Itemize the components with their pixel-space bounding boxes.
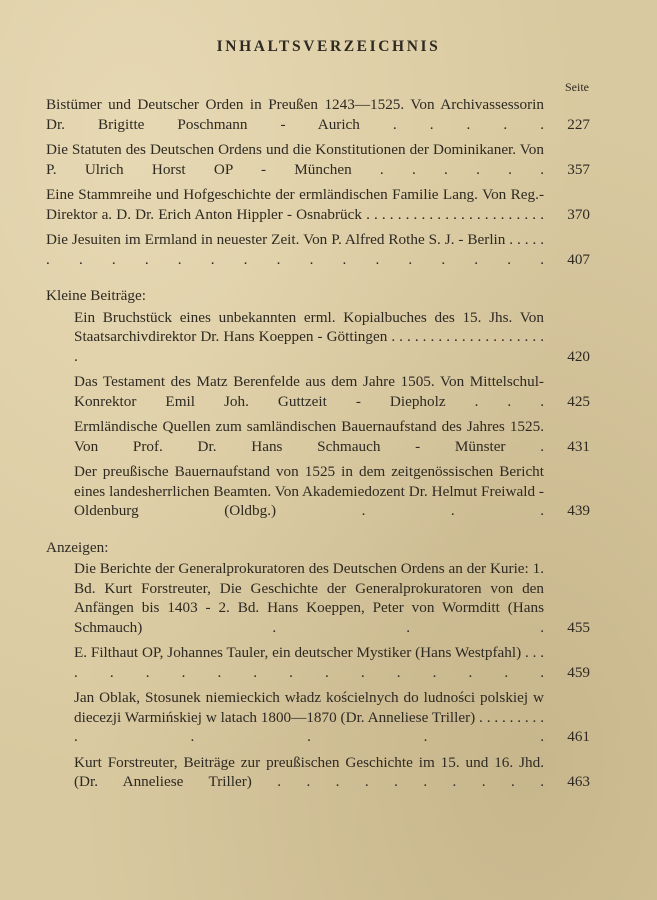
toc-entry <box>46 643 590 682</box>
toc-entry-text: E. Filthaut OP, Johannes Tauler, ein deutscher Mystiker (Hans Westpfahl) . . . . . . . . . . . . . . . . . <box>74 644 544 681</box>
section-heading-kleine-beitraege: Kleine Beiträge: <box>46 287 146 304</box>
toc-entry-text: Jan Oblak, Stosunek niemieckich władz kościelnych do ludności polskiej w diecezji Warmińskiej w latach 1800—1870 (Dr. Anneliese Triller) . . . . . . . . . . . . . . <box>74 689 544 745</box>
toc-entry-page: 439 <box>567 502 590 519</box>
page-column-label: Seite <box>565 80 589 94</box>
toc-entry-page: 227 <box>567 115 590 133</box>
toc-entry <box>46 559 590 637</box>
toc-entry-text: Die Jesuiten im Ermland in neuester Zeit. Von P. Alfred Rothe S. J. - Berlin . . . . . . . . . . . . . . . . . . . . . <box>46 231 544 268</box>
toc-entry <box>46 372 590 411</box>
toc-entry-text: Die Statuten des Deutschen Ordens und die Konstitutionen der Dominikaner. Von P. Ulrich Horst OP - München . . . . . . <box>46 141 544 178</box>
toc-entry-page: 431 <box>567 437 590 455</box>
toc-entry <box>46 308 590 367</box>
toc-entry <box>46 95 590 134</box>
toc-entry-text: Die Berichte der Generalprokuratoren des Deutschen Ordens an der Kurie: 1. Bd. Kurt Forstreuter, Die Geschichte der Generalprokuratoren von den Anfängen bis 1403 - 2. Bd. Hans Koeppen, Peter von Wormditt (Hans Schmauch) . . . <box>74 560 544 636</box>
toc-entry-text: Kurt Forstreuter, Beiträge zur preußischen Geschichte im 15. und 16. Jhd. (Dr. Anneliese Triller) . . . . . . . . . . <box>74 753 544 790</box>
toc-entry-page: 370 <box>567 205 590 223</box>
toc-entry-text: Ermländische Quellen zum samländischen Bauernaufstand des Jahres 1525. Von Prof. Dr. Hans Schmauch - Münster . <box>74 418 544 455</box>
section-heading-anzeigen: Anzeigen: <box>46 538 109 556</box>
toc-entry <box>46 753 590 792</box>
toc-entry <box>46 462 590 521</box>
toc-entry-text: Das Testament des Matz Berenfelde aus dem Jahre 1505. Von Mittelschul-Konrektor Emil Joh. Guttzeit - Diepholz . . . <box>74 373 544 410</box>
toc-entry <box>46 417 590 456</box>
toc-entry-page: 425 <box>567 392 590 410</box>
toc-entry-page: 463 <box>567 773 590 790</box>
toc-entry-text: Eine Stammreihe und Hofgeschichte der ermländischen Familie Lang. Von Reg.-Direktor a. D. Dr. Erich Anton Hippler - Osnabrück . . . . . . . . . . . . . . . . . . . . . . . <box>46 186 544 223</box>
toc-entry <box>46 688 590 747</box>
table-of-contents <box>46 95 590 798</box>
toc-entry-page: 461 <box>567 728 590 745</box>
toc-entry-text: Ein Bruchstück eines unbekannten erml. Kopialbuches des 15. Jhs. Von Staatsarchivdirektor Dr. Hans Koeppen - Göttingen . . . . . . . . . . . . . . . . . . . . . <box>74 308 544 365</box>
toc-entry-page: 459 <box>567 663 590 681</box>
toc-entry-page: 407 <box>567 250 590 268</box>
toc-entry-page: 420 <box>567 347 590 365</box>
toc-entry-page: 357 <box>567 160 590 178</box>
page-title: INHALTSVERZEICHNIS <box>216 38 441 55</box>
toc-entry <box>46 185 590 224</box>
toc-entry-text: Bistümer und Deutscher Orden in Preußen 1243—1525. Von Archivassessorin Dr. Brigitte Poschmann - Aurich . . . . . <box>46 96 544 133</box>
toc-entry-page: 455 <box>567 618 590 636</box>
toc-entry <box>46 230 590 269</box>
toc-entry <box>46 140 590 179</box>
toc-entry-text: Der preußische Bauernaufstand von 1525 in dem zeitgenössischen Bericht eines landesherrlichen Beamten. Von Akademiedozent Dr. Helmut Freiwald - Oldenburg (Oldbg.) . . . <box>74 463 544 519</box>
